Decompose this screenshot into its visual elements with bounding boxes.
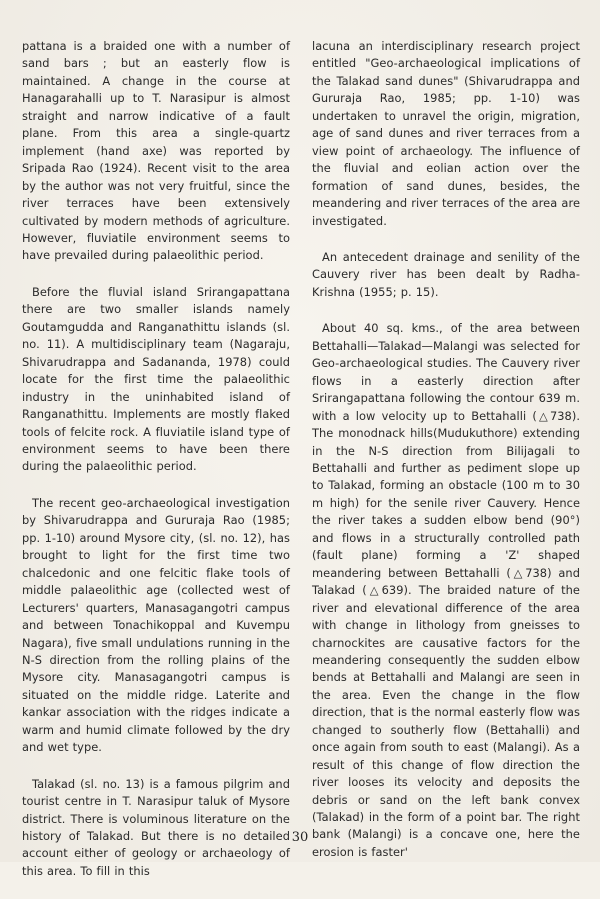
paragraph-left-1: pattana is a braided one with a number of sand bars ; but an easterly flow is maintained. A change in the course at Hanagarahalli up to T. Narasipur is almost straight and narrow indicative of a fault plane. From this area a single-quartz implement (hand axe) was reported by Sripada Rao (1924). Recent visit to the area by the author was not very fruitful, since the river terraces have been extensively cultivated by modern methods of agriculture. However, fluviatile environment seems to have prevailed during palaeolithic period.	[22, 39, 290, 263]
paragraph-right-2: An antecedent drainage and senility of the Cauvery river has been dealt by Radha-Krishna (1955; p. 15).	[312, 249, 580, 299]
paragraph-left-4: Talakad (sl. no. 13) is a famous pilgrim and tourist centre in T. Narasipur taluk of Mysore district. There is voluminous literature on the history of Talakad. But there is no detailed account either of geology or archaeology of this area. To fill in this	[22, 776, 290, 878]
paragraph-right-1: lacuna an interdisciplinary research project entitled "Geo-archaeological implications of the Talakad sand dunes" (Shivarudrappa and Gururaja Rao, 1985; pp. 1-10) was undertaken to unravel the origin, migration, age of sand dunes and river terraces from a view point of archaeology. The influence of the fluvial and eolian action over the formation of sand dunes, besides, the meandering and river terraces of the area are investigated.	[312, 39, 580, 228]
paragraph-left-2: Before the fluvial island Srirangapattana there are two smaller islands namely Goutamgudda and Ranganathittu islands (sl. no. 11). A multidisciplinary team (Nagaraju, Shivarudrappa and Sadananda, 1978) could locate for the first time the palaeolithic industry in the uninhabited island of Ranganathittu. Implements are mostly flaked tools of felcite rock. A fluviatile island type of environment seems to have been there during the palaeolithic period.	[22, 284, 290, 474]
left-column	[22, 38, 290, 899]
right-column	[312, 38, 580, 880]
paragraph-right-3: About 40 sq. kms., of the area between Bettahalli—Talakad—Malangi was selected for Geo-archaeological studies. The Cauvery river flows in a easterly direction after Srirangapattana following the contour 639 m. with a low velocity up to Bettahalli (△738). The monodnack hills(Mudukuthore) extending in the N-S direction from Bilijagali to Bettahalli and further as pediment slope up to Talakad, forming an obstacle (100 m to 30 m high) for the senile river Cauvery. Hence the river takes a sudden elbow bend (90°) and flows in a structurally controlled path (fault plane) forming a 'Z' shaped meandering between Bettahalli (△738) and Talakad (△639). The braided nature of the river and elevational difference of the area with change in lithology from gneisses to charnockites are causative factors for the meandering consequently the sudden elbow bends at Bettahalli and Malangi are seen in the area. Even the change in the flow direction, that is the normal easterly flow was changed to southerly flow (Bettahalli) and once again from south to east (Malangi). As a result of this change of flow direction the river looses its velocity and deposits the debris or sand on the left bank convex (Talakad) in the form of a point bar. The right bank (Malangi) is a concave one, here the erosion is faster'	[312, 321, 580, 859]
paragraph-left-3: The recent geo-archaeological investigation by Shivarudrappa and Gururaja Rao (1985; pp. 1-10) around Mysore city, (sl. no. 12), has brought to light for the first time two chalcedonic and one felcitic flake tools of middle palaeolithic age (collected west of Lecturers' quarters, Manasagangotri campus and between Tonachikoppal and Kuvempu Nagara), five small undulations running in the N-S direction from the rolling plains of the Mysore city. Manasagangotri campus is situated on the middle ridge. Laterite and kankar association with the ridges indicate a warm and humid climate followed by the dry and wet type.	[22, 495, 290, 755]
page-number: 30	[291, 830, 309, 845]
